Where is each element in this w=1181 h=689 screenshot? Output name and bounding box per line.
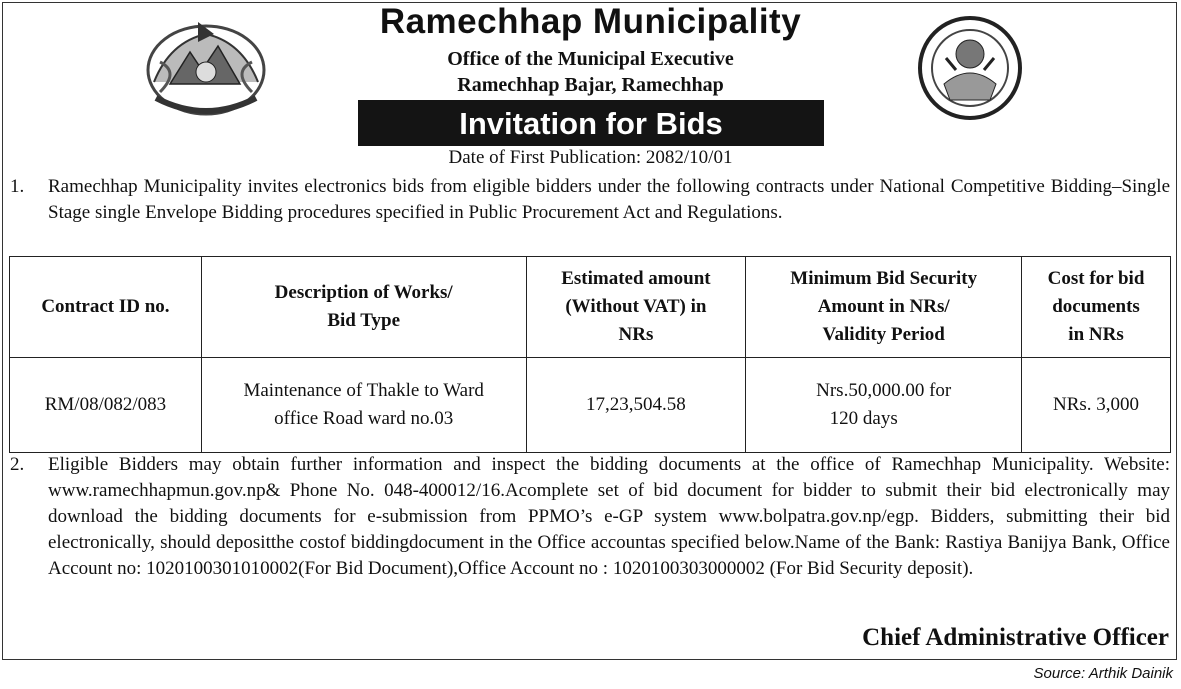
paragraph-2 (10, 452, 1170, 582)
header-estimate (526, 257, 746, 358)
header-text: NRs (618, 324, 654, 345)
cell-estimate: 17,23,504.58 (526, 358, 746, 453)
header-cost (1022, 257, 1171, 358)
header-text: Description of Works/ (274, 282, 453, 303)
paragraph-1 (10, 174, 1170, 226)
header-text: Validity Period (822, 324, 945, 345)
header-text: (Without VAT) in (565, 296, 707, 317)
header-text: documents (1052, 296, 1140, 317)
header-text: Cost for bid (1047, 268, 1145, 289)
signatory-title: Chief Administrative Officer (862, 624, 1169, 651)
header-text: Contract ID no. (41, 296, 170, 317)
header-security (746, 257, 1022, 358)
municipality-title: Ramechhap Municipality (379, 2, 802, 41)
header-text: Amount in NRs/ (817, 296, 950, 317)
cell-contract-id: RM/08/082/083 (10, 358, 202, 453)
cell-cost: NRs. 3,000 (1022, 358, 1171, 453)
paragraph-number: 1. (10, 176, 25, 197)
paragraph-text: Ramechhap Municipality invites electronics bids from eligible bidders under the following contracts under National Competitive Bidding–Single Stage single Envelope Bidding procedures specified in Public Procurement Act and Regulations. (48, 176, 1170, 223)
cell-text: Nrs.50,000.00 for (816, 380, 952, 401)
notice-banner: Invitation for Bids (358, 100, 824, 146)
cell-security (746, 358, 1022, 453)
header-text: Minimum Bid Security (790, 268, 978, 289)
header-text: in NRs (1068, 324, 1124, 345)
bids-table (9, 256, 1171, 453)
table-row (10, 358, 1171, 453)
header-text: Bid Type (327, 310, 401, 331)
header-description (201, 257, 526, 358)
cell-text: office Road ward no.03 (274, 408, 454, 429)
header-contract-id (10, 257, 202, 358)
source-credit: Source: Arthik Dainik (1033, 665, 1173, 682)
cell-description (201, 358, 526, 453)
cell-text: 120 days (829, 408, 898, 429)
office-address: Ramechhap Bajar, Ramechhap (457, 74, 724, 96)
header-text: Estimated amount (561, 268, 711, 289)
publication-date: Date of First Publication: 2082/10/01 (448, 147, 733, 168)
office-name: Office of the Municipal Executive (447, 48, 734, 70)
cell-text: Maintenance of Thakle to Ward (243, 380, 484, 401)
table-header-row (10, 257, 1171, 358)
paragraph-text: Eligible Bidders may obtain further information and inspect the bidding documents at the office of Ramechhap Municipality. Website: www.ramechhapmun.gov.np& Phone No. 048-400012/16.Acomplete set of bid document for bidder to submit their bid electronically may download the bidding documents for e-submission from PPMO’s e-GP system www.bolpatra.gov.np/egp. Bidders, submitting their bid electronically, should depositthe costof biddingdocument in the Office accountas specified below.Name of the Bank: Rastiya Banijya Bank, Office Account no: 1020100301010002(For Bid Document),Office Account no : 1020100303000002 (For Bid Security deposit). (48, 454, 1170, 579)
paragraph-number: 2. (10, 454, 25, 475)
